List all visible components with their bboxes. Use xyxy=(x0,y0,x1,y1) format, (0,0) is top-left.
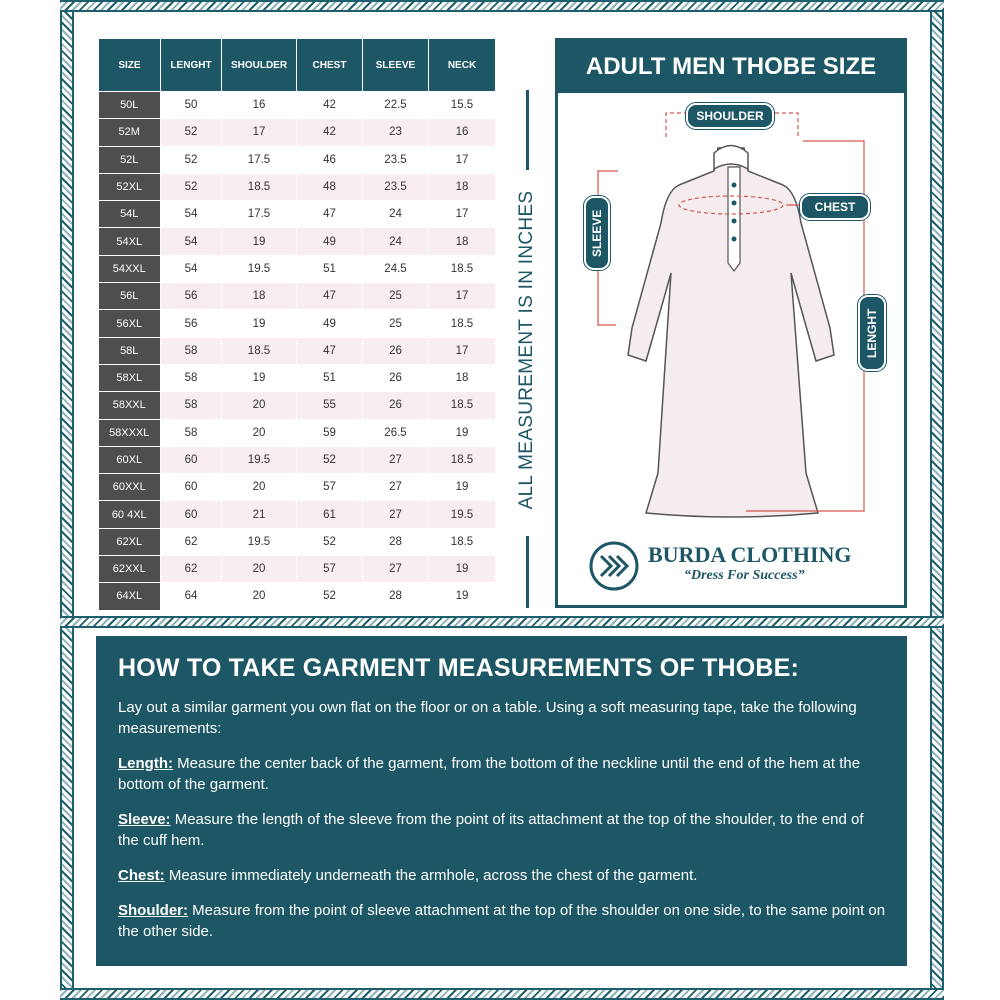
measure-cell: 23.5 xyxy=(363,146,429,173)
term-sleeve: Sleeve: xyxy=(118,811,171,828)
measure-cell: 19 xyxy=(222,228,297,255)
measure-cell: 23 xyxy=(363,119,429,146)
measure-cell: 52 xyxy=(161,119,222,146)
size-cell: 52XL xyxy=(99,173,161,200)
measurement-unit-note: ALL MEASUREMENT IS IN INCHES xyxy=(516,190,537,510)
header-shoulder: SHOULDER xyxy=(222,39,297,92)
measure-cell: 19 xyxy=(429,583,496,610)
measure-cell: 51 xyxy=(297,364,363,391)
measure-cell: 48 xyxy=(297,173,363,200)
size-cell: 50L xyxy=(99,92,161,119)
measure-cell: 18.5 xyxy=(429,255,496,282)
size-cell: 58L xyxy=(99,337,161,364)
measure-cell: 24.5 xyxy=(363,255,429,282)
measure-cell: 28 xyxy=(363,583,429,610)
panel-title: ADULT MEN THOBE SIZE xyxy=(558,41,904,93)
text-chest: Measure immediately underneath the armhole, across the chest of the garment. xyxy=(164,867,698,884)
measure-cell: 47 xyxy=(297,283,363,310)
measure-cell: 21 xyxy=(222,501,297,528)
measure-cell: 52 xyxy=(297,528,363,555)
size-cell: 62XL xyxy=(99,528,161,555)
table-row xyxy=(99,556,496,583)
table-header-row xyxy=(99,39,496,92)
measure-cell: 19 xyxy=(429,474,496,501)
size-cell: 52L xyxy=(99,146,161,173)
measure-cell: 18 xyxy=(222,283,297,310)
measure-cell: 20 xyxy=(222,474,297,501)
measure-cell: 54 xyxy=(161,255,222,282)
measure-cell: 24 xyxy=(363,201,429,228)
table-row xyxy=(99,283,496,310)
instruction-chest xyxy=(118,865,887,886)
measure-cell: 46 xyxy=(297,146,363,173)
measure-cell: 47 xyxy=(297,337,363,364)
thobe-diagram xyxy=(558,93,904,533)
top-rope-border xyxy=(60,0,944,12)
instruction-shoulder xyxy=(118,900,887,942)
size-cell: 54L xyxy=(99,201,161,228)
term-shoulder: Shoulder: xyxy=(118,902,188,919)
middle-rope-border xyxy=(60,616,944,628)
measure-cell: 60 xyxy=(161,501,222,528)
measure-cell: 27 xyxy=(363,501,429,528)
measure-cell: 27 xyxy=(363,556,429,583)
note-line-bottom xyxy=(526,536,529,608)
size-cell: 58XL xyxy=(99,364,161,391)
size-cell: 64XL xyxy=(99,583,161,610)
text-shoulder: Measure from the point of sleeve attachment at the top of the shoulder on one side, to the same point on the other side. xyxy=(118,902,886,940)
measure-cell: 50 xyxy=(161,92,222,119)
table-row xyxy=(99,583,496,610)
size-cell: 58XXL xyxy=(99,392,161,419)
measure-cell: 52 xyxy=(297,446,363,473)
header-neck: NECK xyxy=(429,39,496,92)
measure-cell: 58 xyxy=(161,364,222,391)
button-icon xyxy=(732,219,737,224)
measure-cell: 60 xyxy=(161,446,222,473)
measure-cell: 22.5 xyxy=(363,92,429,119)
measure-cell: 19.5 xyxy=(222,255,297,282)
measure-cell: 59 xyxy=(297,419,363,446)
measure-cell: 17.5 xyxy=(222,146,297,173)
measure-cell: 51 xyxy=(297,255,363,282)
table-row xyxy=(99,201,496,228)
measure-cell: 64 xyxy=(161,583,222,610)
term-length: Length: xyxy=(118,755,173,772)
measure-cell: 19.5 xyxy=(222,446,297,473)
measure-cell: 23.5 xyxy=(363,173,429,200)
button-icon xyxy=(732,183,737,188)
measure-cell: 24 xyxy=(363,228,429,255)
measure-cell: 27 xyxy=(363,446,429,473)
header-length: LENGHT xyxy=(161,39,222,92)
brand-name: BURDA CLOTHING xyxy=(648,542,852,567)
measure-cell: 19.5 xyxy=(222,528,297,555)
measure-cell: 52 xyxy=(161,146,222,173)
measure-cell: 17 xyxy=(222,119,297,146)
measure-cell: 52 xyxy=(161,173,222,200)
size-cell: 56XL xyxy=(99,310,161,337)
measure-cell: 19 xyxy=(222,310,297,337)
instructions-intro: Lay out a similar garment you own flat on the floor or on a table. Using a soft measuring tape, take the following measurements: xyxy=(118,699,857,737)
size-cell: 52M xyxy=(99,119,161,146)
measure-cell: 57 xyxy=(297,556,363,583)
instruction-length xyxy=(118,753,887,795)
table-row xyxy=(99,119,496,146)
measure-cell: 18.5 xyxy=(222,337,297,364)
measure-cell: 49 xyxy=(297,228,363,255)
measure-cell: 47 xyxy=(297,201,363,228)
measure-cell: 19 xyxy=(429,419,496,446)
instructions-title: HOW TO TAKE GARMENT MEASUREMENTS OF THOBE: xyxy=(118,654,800,682)
measure-cell: 54 xyxy=(161,228,222,255)
measurement-instructions xyxy=(96,636,907,966)
measure-cell: 52 xyxy=(297,583,363,610)
measure-cell: 26 xyxy=(363,337,429,364)
measure-cell: 18.5 xyxy=(429,446,496,473)
table-row xyxy=(99,528,496,555)
size-cell: 62XXL xyxy=(99,556,161,583)
measure-cell: 54 xyxy=(161,201,222,228)
instruction-sleeve xyxy=(118,809,887,851)
measure-cell: 18 xyxy=(429,228,496,255)
bottom-rope-border xyxy=(60,988,944,1000)
header-chest: CHEST xyxy=(297,39,363,92)
measure-cell: 26 xyxy=(363,392,429,419)
table-row xyxy=(99,474,496,501)
size-cell: 60 4XL xyxy=(99,501,161,528)
table-row xyxy=(99,419,496,446)
measure-cell: 17.5 xyxy=(222,201,297,228)
measure-cell: 27 xyxy=(363,474,429,501)
table-row xyxy=(99,501,496,528)
table-row xyxy=(99,146,496,173)
measure-cell: 42 xyxy=(297,119,363,146)
measure-cell: 19 xyxy=(222,364,297,391)
measure-cell: 20 xyxy=(222,583,297,610)
measure-cell: 18.5 xyxy=(429,528,496,555)
measure-cell: 62 xyxy=(161,528,222,555)
measure-cell: 15.5 xyxy=(429,92,496,119)
measure-cell: 62 xyxy=(161,556,222,583)
table-row xyxy=(99,446,496,473)
measure-cell: 26.5 xyxy=(363,419,429,446)
note-line-top xyxy=(526,90,529,170)
right-rope-border xyxy=(930,0,944,1000)
term-chest: Chest: xyxy=(118,867,165,884)
measure-cell: 28 xyxy=(363,528,429,555)
measure-cell: 26 xyxy=(363,364,429,391)
measure-cell: 18 xyxy=(429,364,496,391)
size-cell: 60XL xyxy=(99,446,161,473)
size-chart-table xyxy=(98,38,496,611)
header-size: SIZE xyxy=(99,39,161,92)
measure-cell: 18.5 xyxy=(429,310,496,337)
measure-cell: 17 xyxy=(429,337,496,364)
size-cell: 54XXL xyxy=(99,255,161,282)
table-row xyxy=(99,228,496,255)
measure-cell: 57 xyxy=(297,474,363,501)
measure-cell: 20 xyxy=(222,419,297,446)
table-row xyxy=(99,310,496,337)
button-icon xyxy=(732,201,737,206)
measure-cell: 42 xyxy=(297,92,363,119)
measure-cell: 19.5 xyxy=(429,501,496,528)
measure-cell: 25 xyxy=(363,283,429,310)
brand-block xyxy=(588,536,888,596)
shoulder-label: SHOULDER xyxy=(686,103,774,129)
measure-cell: 58 xyxy=(161,392,222,419)
table-row xyxy=(99,173,496,200)
measure-cell: 19 xyxy=(429,556,496,583)
measure-cell: 18.5 xyxy=(429,392,496,419)
length-label: LENGHT xyxy=(858,295,886,371)
table-row xyxy=(99,392,496,419)
size-cell: 60XXL xyxy=(99,474,161,501)
header-sleeve: SLEEVE xyxy=(363,39,429,92)
measure-cell: 16 xyxy=(222,92,297,119)
measure-cell: 17 xyxy=(429,283,496,310)
measure-cell: 20 xyxy=(222,556,297,583)
measure-cell: 49 xyxy=(297,310,363,337)
measure-cell: 18.5 xyxy=(222,173,297,200)
table-body xyxy=(99,92,496,611)
measure-cell: 56 xyxy=(161,310,222,337)
size-cell: 54XL xyxy=(99,228,161,255)
size-cell: 58XXXL xyxy=(99,419,161,446)
table-row xyxy=(99,255,496,282)
table-row xyxy=(99,337,496,364)
table-row xyxy=(99,364,496,391)
measure-cell: 58 xyxy=(161,337,222,364)
button-icon xyxy=(732,237,737,242)
brand-tagline: “Dress For Success” xyxy=(684,568,805,583)
text-sleeve: Measure the length of the sleeve from the point of its attachment at the top of the shoulder, to the end of the cuff hem. xyxy=(118,811,864,849)
measure-cell: 61 xyxy=(297,501,363,528)
thobe-size-panel xyxy=(555,38,907,608)
measure-cell: 17 xyxy=(429,201,496,228)
chest-label: CHEST xyxy=(800,194,870,220)
sleeve-label: SLEEVE xyxy=(584,196,610,270)
measure-cell: 17 xyxy=(429,146,496,173)
measure-cell: 16 xyxy=(429,119,496,146)
measure-cell: 25 xyxy=(363,310,429,337)
measure-cell: 18 xyxy=(429,173,496,200)
measure-cell: 55 xyxy=(297,392,363,419)
measure-cell: 58 xyxy=(161,419,222,446)
text-length: Measure the center back of the garment, from the bottom of the neckline until the end of the hem at the bottom of the garment. xyxy=(118,755,861,793)
measure-cell: 60 xyxy=(161,474,222,501)
double-chevron-circle-icon xyxy=(588,540,640,592)
left-rope-border xyxy=(60,0,74,1000)
measure-cell: 20 xyxy=(222,392,297,419)
size-cell: 56L xyxy=(99,283,161,310)
measure-cell: 56 xyxy=(161,283,222,310)
table-row xyxy=(99,92,496,119)
